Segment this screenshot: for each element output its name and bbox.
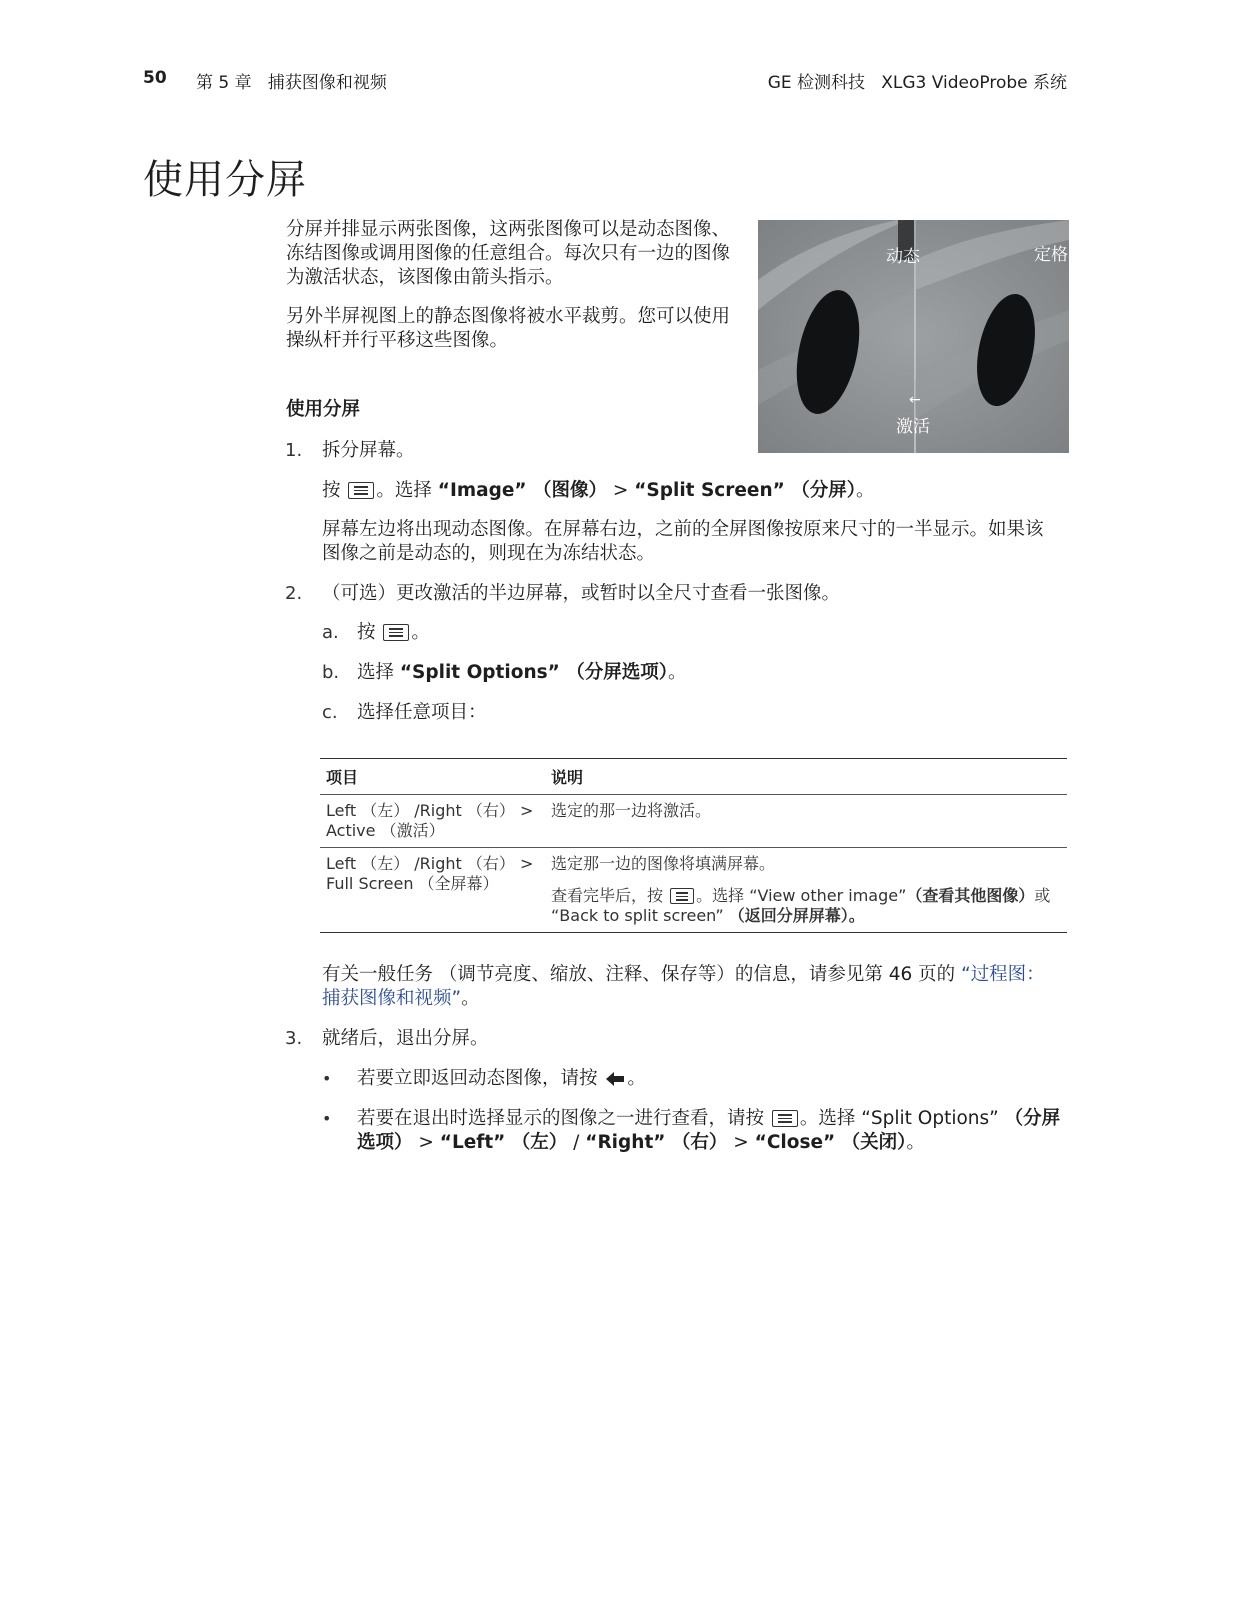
- table-cell-description: 选定的那一边将激活。: [545, 795, 1067, 848]
- company-name: GE 检测科技: [767, 73, 866, 93]
- menu-split-options: “Split Options” （分屏选项）: [399, 662, 668, 683]
- menu-split-screen: “Split Screen” （分屏）: [634, 480, 856, 501]
- intro-paragraph-2: 另外半屏视图上的静态图像将被水平裁剪。您可以使用操纵杆并行平移这些图像。: [286, 306, 731, 351]
- table-header-item: 项目: [320, 759, 545, 795]
- product-name: XLG3 VideoProbe 系统: [881, 73, 1067, 93]
- select-split-options: 。选择 “Split Options”: [799, 1108, 1005, 1129]
- substep-b: [357, 661, 687, 685]
- active-arrow-icon: ←: [909, 392, 921, 408]
- step-2-number: 2.: [285, 583, 303, 604]
- menu-right: “Right” （右）: [585, 1132, 728, 1153]
- menu-close: “Close” （关闭）: [754, 1132, 907, 1153]
- split-screen-figure: [758, 220, 1069, 453]
- step-2-text: （可选）更改激活的半边屏幕，或暂时以全尺寸查看一张图像。: [322, 583, 841, 604]
- press-text: 按: [322, 480, 341, 501]
- intro-paragraph-1: 分屏并排显示两张图像，这两张图像可以是动态图像、冻结图像或调用图像的任意组合。每次只有一边的图像为激活状态，该图像由箭头指示。: [286, 219, 731, 288]
- step-1-description: 屏幕左边将出现动态图像。在屏幕右边，之前的全屏图像按原来尺寸的一半显示。如果该图像之前是动态的，则现在为冻结状态。: [322, 519, 1044, 564]
- step-1-text: 拆分屏幕。: [322, 440, 415, 461]
- separator: >: [607, 480, 635, 501]
- full-screen-desc: 选定那一边的图像将填满屏幕。: [551, 854, 776, 873]
- split-options-cn: （分屏选项）: [357, 1108, 1061, 1153]
- choose-image-text: 若要在退出时选择显示的图像之一进行查看，请按: [357, 1108, 765, 1129]
- page-number: 50: [143, 68, 167, 88]
- view-other-cn: （查看其他图像）: [906, 886, 1035, 905]
- active-label: 激活: [896, 417, 930, 437]
- press-text: 按: [357, 622, 376, 643]
- menu-image: “Image” （图像）: [437, 480, 607, 501]
- step-1-number: 1.: [285, 440, 303, 461]
- table-cell-item: Left （左） /Right （右） > Full Screen （全屏幕）: [320, 848, 545, 933]
- procedure-chart-link[interactable]: “过程图：捕获图像和视频”: [322, 964, 1045, 1009]
- back-arrow-icon: [605, 1070, 625, 1094]
- exit-option-1: [357, 1067, 646, 1094]
- back-split-text: 或 “Back to split screen”: [551, 886, 1051, 925]
- bullet-1: •: [322, 1069, 332, 1088]
- full-screen-return-desc: [551, 886, 1061, 926]
- general-tasks-note: [322, 963, 1060, 1011]
- substep-c-label: c.: [322, 702, 338, 723]
- step-3-text: 就绪后，退出分屏。: [322, 1028, 489, 1049]
- menu-icon: [383, 624, 409, 641]
- substep-c-text: 选择任意项目：: [357, 702, 487, 723]
- chapter-label: [196, 68, 387, 93]
- select-text: 。选择: [376, 480, 438, 501]
- period: 。: [856, 480, 875, 501]
- note-text: 有关一般任务 （调节亮度、缩放、注释、保存等）的信息，请参见第 46 页的: [322, 964, 962, 985]
- separator: >: [727, 1132, 755, 1153]
- freeze-label: 定格: [1034, 245, 1068, 265]
- slash: /: [567, 1132, 586, 1153]
- table-row: [320, 848, 1067, 933]
- press-text: 查看完毕后，按: [551, 886, 664, 905]
- live-label: 动态: [886, 247, 920, 267]
- menu-icon: [348, 482, 374, 499]
- substep-a-label: a.: [322, 622, 339, 643]
- view-other-text: 。选择 “View other image”: [696, 886, 907, 905]
- table-header-description: 说明: [545, 759, 1067, 795]
- step-1-instruction: [322, 479, 875, 503]
- select-text: 选择: [357, 662, 400, 683]
- return-live-text: 若要立即返回动态图像，请按: [357, 1068, 598, 1089]
- table-row: [320, 795, 1067, 848]
- step-3-number: 3.: [285, 1028, 303, 1049]
- table-cell-item: Left （左） /Right （右） > Active （激活）: [320, 795, 545, 848]
- page-title: 使用分屏: [143, 157, 307, 203]
- period: 。: [461, 988, 480, 1009]
- menu-icon: [670, 888, 694, 904]
- period: 。: [906, 1132, 925, 1153]
- period: 。: [411, 622, 430, 643]
- separator: >: [412, 1132, 440, 1153]
- running-header-right: [768, 68, 1067, 93]
- period: 。: [627, 1068, 646, 1089]
- table-cell-description: [545, 848, 1067, 933]
- menu-left: “Left” （左）: [439, 1132, 568, 1153]
- period: 。: [667, 662, 687, 683]
- procedure-heading: 使用分屏: [286, 399, 361, 420]
- options-table: [320, 758, 1067, 933]
- exit-option-2: [357, 1107, 1069, 1155]
- substep-a: [357, 621, 430, 645]
- bullet-2: •: [322, 1109, 332, 1128]
- back-split-cn: （返回分屏屏幕）。: [728, 906, 865, 925]
- chapter-number: 第 5 章: [196, 73, 252, 93]
- menu-icon: [772, 1110, 798, 1127]
- chapter-title: 捕获图像和视频: [267, 73, 387, 93]
- substep-b-label: b.: [322, 662, 340, 683]
